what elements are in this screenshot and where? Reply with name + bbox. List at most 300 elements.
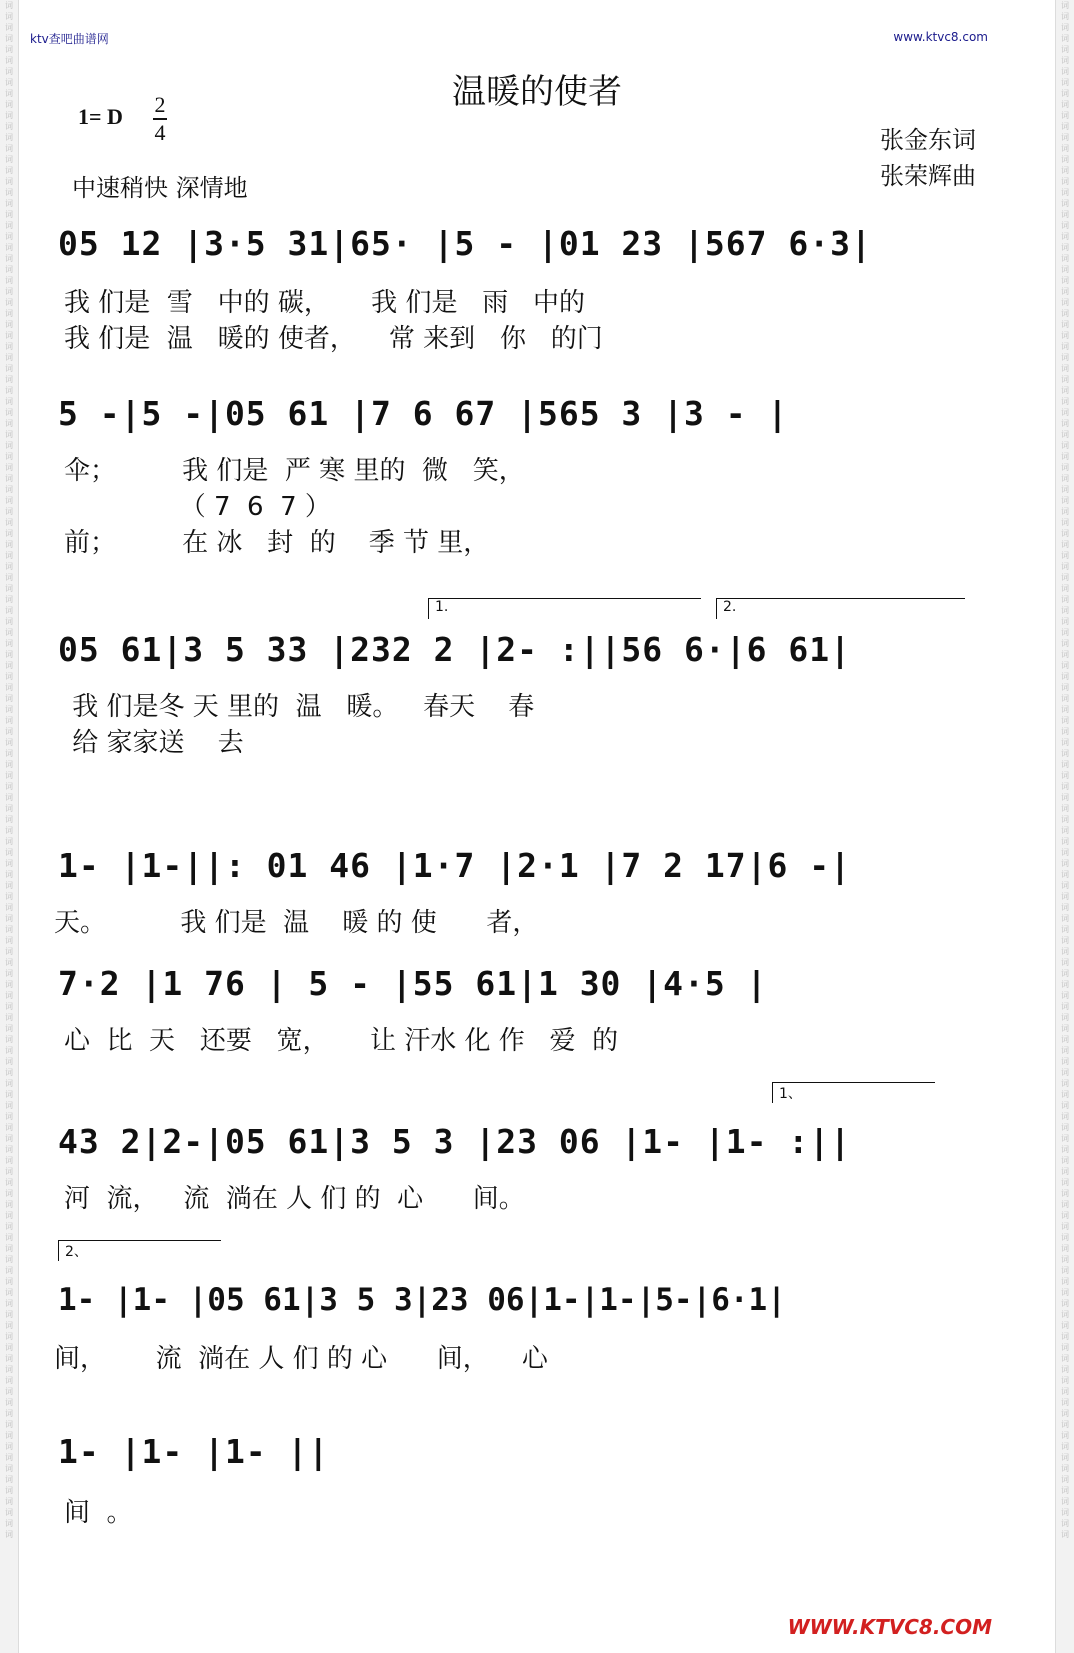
watermark-glyph: 词 — [5, 1365, 13, 1374]
watermark-glyph: 词 — [5, 980, 13, 989]
watermark-glyph: 词 — [1061, 474, 1069, 483]
watermark-glyph: 词 — [5, 1508, 13, 1517]
watermark-glyph: 词 — [5, 914, 13, 923]
watermark-glyph: 词 — [5, 1420, 13, 1429]
notation-line-8: 1- |1- |1- || — [58, 1432, 330, 1471]
watermark-glyph: 词 — [1061, 243, 1069, 252]
watermark-glyph: 词 — [5, 56, 13, 65]
watermark-glyph: 词 — [1061, 111, 1069, 120]
watermark-glyph: 词 — [1061, 1387, 1069, 1396]
notation-line-6: 43 2|2-|05 61|3 5 3 |23 06 |1- |1- :|| — [58, 1122, 851, 1161]
watermark-glyph: 词 — [1061, 1365, 1069, 1374]
watermark-glyph: 词 — [5, 188, 13, 197]
watermark-glyph: 词 — [5, 991, 13, 1000]
watermark-glyph: 词 — [1061, 991, 1069, 1000]
watermark-glyph: 词 — [1061, 1321, 1069, 1330]
watermark-glyph: 词 — [1061, 320, 1069, 329]
watermark-glyph: 词 — [5, 155, 13, 164]
watermark-glyph: 词 — [1061, 815, 1069, 824]
watermark-glyph: 词 — [1061, 1310, 1069, 1319]
watermark-glyph: 词 — [5, 1332, 13, 1341]
watermark-glyph: 词 — [5, 1255, 13, 1264]
watermark-glyph: 词 — [1061, 507, 1069, 516]
watermark-glyph: 词 — [1061, 463, 1069, 472]
watermark-glyph: 词 — [1061, 122, 1069, 131]
watermark-glyph: 词 — [5, 474, 13, 483]
watermark-glyph: 词 — [1061, 1, 1069, 10]
watermark-glyph: 词 — [1061, 12, 1069, 21]
watermark-glyph: 词 — [1061, 716, 1069, 725]
watermark-glyph: 词 — [5, 529, 13, 538]
watermark-glyph: 词 — [5, 419, 13, 428]
watermark-glyph: 词 — [1061, 760, 1069, 769]
watermark-glyph: 词 — [5, 859, 13, 868]
watermark-glyph: 词 — [5, 441, 13, 450]
watermark-glyph: 词 — [5, 1145, 13, 1154]
watermark-glyph: 词 — [5, 1002, 13, 1011]
watermark-glyph: 词 — [1061, 188, 1069, 197]
watermark-glyph: 词 — [5, 1222, 13, 1231]
watermark-glyph: 词 — [5, 793, 13, 802]
watermark-glyph: 词 — [1061, 23, 1069, 32]
watermark-glyph: 词 — [1061, 980, 1069, 989]
watermark-glyph: 词 — [1061, 694, 1069, 703]
site-name-left: ktv查吧曲谱网 — [30, 32, 109, 46]
watermark-glyph: 词 — [5, 628, 13, 637]
watermark-glyph: 词 — [5, 1475, 13, 1484]
watermark-glyph: 词 — [1061, 1189, 1069, 1198]
watermark-glyph: 词 — [1061, 1497, 1069, 1506]
lyric-line-8: 间 。 — [64, 1498, 133, 1528]
watermark-glyph: 词 — [1061, 276, 1069, 285]
watermark-glyph: 词 — [5, 815, 13, 824]
watermark-glyph: 词 — [1061, 1464, 1069, 1473]
watermark-glyph: 词 — [1061, 56, 1069, 65]
watermark-glyph: 词 — [5, 243, 13, 252]
watermark-glyph: 词 — [1061, 1332, 1069, 1341]
watermark-glyph: 词 — [5, 573, 13, 582]
volta-bracket-4 — [58, 1240, 221, 1261]
watermark-glyph: 词 — [1061, 353, 1069, 362]
watermark-glyph: 词 — [1061, 793, 1069, 802]
watermark-glyph: 词 — [1061, 485, 1069, 494]
watermark-glyph: 词 — [5, 1178, 13, 1187]
watermark-glyph: 词 — [5, 606, 13, 615]
watermark-glyph: 词 — [5, 298, 13, 307]
watermark-glyph: 词 — [5, 650, 13, 659]
watermark-glyph: 词 — [1061, 397, 1069, 406]
watermark-glyph: 词 — [5, 782, 13, 791]
watermark-glyph: 词 — [5, 1101, 13, 1110]
watermark-glyph: 词 — [5, 804, 13, 813]
watermark-glyph: 词 — [1061, 287, 1069, 296]
watermark-glyph: 词 — [5, 1211, 13, 1220]
watermark-glyph: 词 — [1061, 1057, 1069, 1066]
lyric-line-2a: 伞； 我 们是 严 寒 里的 微 笑， — [64, 456, 525, 486]
watermark-glyph: 词 — [1061, 628, 1069, 637]
watermark-glyph: 词 — [1061, 1024, 1069, 1033]
watermark-glyph: 词 — [5, 1013, 13, 1022]
watermark-glyph: 词 — [5, 1123, 13, 1132]
volta-1-label: 1. — [435, 599, 449, 615]
watermark-glyph: 词 — [5, 1310, 13, 1319]
lyric-line-3a: 我 们是冬 天 里的 温 暖。 春天 春 — [64, 692, 535, 722]
watermark-glyph: 词 — [5, 1057, 13, 1066]
watermark-glyph: 词 — [5, 287, 13, 296]
time-bottom: 4 — [154, 120, 166, 145]
watermark-glyph: 词 — [1061, 166, 1069, 175]
watermark-glyph: 词 — [1061, 1508, 1069, 1517]
watermark-glyph: 词 — [5, 1464, 13, 1473]
watermark-glyph: 词 — [1061, 144, 1069, 153]
watermark-glyph: 词 — [1061, 265, 1069, 274]
watermark-glyph: 词 — [5, 540, 13, 549]
watermark-glyph: 词 — [1061, 452, 1069, 461]
watermark-glyph: 词 — [1061, 1079, 1069, 1088]
watermark-glyph: 词 — [5, 1035, 13, 1044]
lyric-line-1a: 我 们是 雪 中的 碳， 我 们是 雨 中的 — [64, 288, 586, 318]
watermark-glyph: 词 — [1061, 1398, 1069, 1407]
watermark-glyph: 词 — [5, 199, 13, 208]
watermark-glyph: 词 — [5, 969, 13, 978]
watermark-glyph: 词 — [5, 78, 13, 87]
watermark-glyph: 词 — [1061, 551, 1069, 560]
watermark-glyph: 词 — [5, 1266, 13, 1275]
watermark-glyph: 词 — [5, 716, 13, 725]
watermark-glyph: 词 — [5, 1343, 13, 1352]
watermark-glyph: 词 — [1061, 199, 1069, 208]
watermark-glyph: 词 — [1061, 837, 1069, 846]
watermark-glyph: 词 — [1061, 1343, 1069, 1352]
watermark-glyph: 词 — [1061, 1013, 1069, 1022]
watermark-glyph: 词 — [1061, 364, 1069, 373]
right-watermark-strip — [1055, 0, 1074, 1653]
watermark-glyph: 词 — [1061, 1409, 1069, 1418]
site-url-right: www.ktvc8.com — [893, 30, 988, 44]
watermark-glyph: 词 — [1061, 1035, 1069, 1044]
watermark-glyph: 词 — [1061, 925, 1069, 934]
watermark-glyph: 词 — [1061, 386, 1069, 395]
watermark-glyph: 词 — [5, 1068, 13, 1077]
watermark-glyph: 词 — [5, 881, 13, 890]
key-signature: 1= D — [78, 104, 123, 129]
watermark-glyph: 词 — [5, 111, 13, 120]
watermark-glyph: 词 — [5, 276, 13, 285]
watermark-glyph: 词 — [5, 1409, 13, 1418]
watermark-glyph: 词 — [5, 1156, 13, 1165]
watermark-glyph: 词 — [1061, 419, 1069, 428]
notation-line-2: 5 -|5 -|05 61 |7 6 67 |565 3 |3 - | — [58, 394, 789, 433]
watermark-glyph: 词 — [1061, 1266, 1069, 1275]
watermark-glyph: 词 — [5, 408, 13, 417]
watermark-glyph: 词 — [5, 386, 13, 395]
watermark-glyph: 词 — [5, 331, 13, 340]
watermark-glyph: 词 — [5, 1398, 13, 1407]
watermark-glyph: 词 — [1061, 529, 1069, 538]
watermark-glyph: 词 — [5, 1497, 13, 1506]
watermark-glyph: 词 — [5, 958, 13, 967]
watermark-glyph: 词 — [1061, 232, 1069, 241]
watermark-glyph: 词 — [1061, 562, 1069, 571]
watermark-glyph: 词 — [5, 870, 13, 879]
watermark-glyph: 词 — [1061, 848, 1069, 857]
watermark-glyph: 词 — [1061, 1134, 1069, 1143]
notation-line-1: 05 12 |3·5 31|65· |5 - |01 23 |567 6·3| — [58, 224, 872, 263]
watermark-glyph: 词 — [1061, 650, 1069, 659]
watermark-glyph: 词 — [5, 463, 13, 472]
watermark-glyph: 词 — [1061, 342, 1069, 351]
notation-line-7: 1- |1- |05 61|3 5 3|23 06|1-|1-|5-|6·1| — [58, 1282, 786, 1318]
watermark-glyph: 词 — [1061, 1519, 1069, 1528]
watermark-glyph: 词 — [5, 221, 13, 230]
watermark-glyph: 词 — [1061, 1145, 1069, 1154]
watermark-glyph: 词 — [5, 1530, 13, 1539]
watermark-glyph: 词 — [1061, 375, 1069, 384]
watermark-glyph: 词 — [5, 1189, 13, 1198]
watermark-glyph: 词 — [5, 265, 13, 274]
watermark-glyph: 词 — [5, 254, 13, 263]
watermark-glyph: 词 — [5, 1519, 13, 1528]
watermark-glyph: 词 — [1061, 1123, 1069, 1132]
watermark-glyph: 词 — [5, 1288, 13, 1297]
watermark-glyph: 词 — [1061, 1475, 1069, 1484]
lyric-line-4: 天。 我 们是 温 暖 的 使 者， — [54, 908, 539, 938]
watermark-glyph: 词 — [1061, 1090, 1069, 1099]
watermark-glyph: 词 — [5, 210, 13, 219]
watermark-glyph: 词 — [1061, 1244, 1069, 1253]
watermark-glyph: 词 — [1061, 155, 1069, 164]
composer: 张荣辉曲 — [880, 162, 976, 190]
watermark-glyph: 词 — [1061, 1046, 1069, 1055]
watermark-glyph: 词 — [5, 1090, 13, 1099]
watermark-glyph: 词 — [1061, 1101, 1069, 1110]
watermark-glyph: 词 — [5, 727, 13, 736]
watermark-glyph: 词 — [5, 1354, 13, 1363]
watermark-glyph: 词 — [1061, 1376, 1069, 1385]
watermark-glyph: 词 — [1061, 639, 1069, 648]
watermark-glyph: 词 — [1061, 133, 1069, 142]
notation-line-5: 7·2 |1 76 | 5 - |55 61|1 30 |4·5 | — [58, 964, 768, 1003]
watermark-glyph: 词 — [5, 364, 13, 373]
watermark-glyph: 词 — [5, 848, 13, 857]
watermark-glyph: 词 — [1061, 969, 1069, 978]
watermark-glyph: 词 — [1061, 1442, 1069, 1451]
watermark-glyph: 词 — [1061, 584, 1069, 593]
lyric-line-2b: （ 7 6 7 ） — [64, 492, 331, 522]
watermark-glyph: 词 — [1061, 1233, 1069, 1242]
watermark-glyph: 词 — [1061, 1200, 1069, 1209]
watermark-glyph: 词 — [1061, 1002, 1069, 1011]
watermark-glyph: 词 — [5, 1046, 13, 1055]
watermark-glyph: 词 — [5, 1486, 13, 1495]
watermark-glyph: 词 — [1061, 1277, 1069, 1286]
watermark-glyph: 词 — [5, 89, 13, 98]
watermark-glyph: 词 — [5, 1079, 13, 1088]
watermark-glyph: 词 — [5, 1024, 13, 1033]
watermark-glyph: 词 — [5, 749, 13, 758]
watermark-glyph: 词 — [5, 562, 13, 571]
watermark-glyph: 词 — [1061, 430, 1069, 439]
watermark-glyph: 词 — [1061, 727, 1069, 736]
watermark-glyph: 词 — [1061, 210, 1069, 219]
watermark-glyph: 词 — [5, 1431, 13, 1440]
watermark-glyph: 词 — [5, 1167, 13, 1176]
watermark-glyph: 词 — [5, 595, 13, 604]
watermark-glyph: 词 — [5, 496, 13, 505]
watermark-glyph: 词 — [1061, 738, 1069, 747]
watermark-glyph: 词 — [5, 100, 13, 109]
watermark-glyph: 词 — [1061, 595, 1069, 604]
watermark-glyph: 词 — [5, 672, 13, 681]
volta-4-label: 2、 — [65, 1244, 88, 1260]
watermark-glyph: 词 — [1061, 771, 1069, 780]
watermark-glyph: 词 — [1061, 573, 1069, 582]
watermark-glyph: 词 — [1061, 826, 1069, 835]
watermark-glyph: 词 — [1061, 496, 1069, 505]
volta-bracket-1 — [428, 598, 701, 619]
watermark-glyph: 词 — [5, 23, 13, 32]
watermark-glyph: 词 — [1061, 1156, 1069, 1165]
notation-line-3: 05 61|3 5 33 |232 2 |2- :||56 6·|6 61| — [58, 630, 851, 669]
watermark-glyph: 词 — [1061, 45, 1069, 54]
watermark-glyph: 词 — [1061, 298, 1069, 307]
watermark-glyph: 词 — [1061, 331, 1069, 340]
tempo-marking: 中速稍快 深情地 — [72, 174, 248, 202]
watermark-glyph: 词 — [5, 144, 13, 153]
watermark-glyph: 词 — [1061, 221, 1069, 230]
watermark-glyph: 词 — [5, 320, 13, 329]
watermark-glyph: 词 — [1061, 1530, 1069, 1539]
lyric-line-7: 间， 流 淌在 人 们 的 心 间， 心 — [54, 1344, 548, 1374]
lyric-line-1b: 我 们是 温 暖的 使者， 常 来到 你 的门 — [64, 324, 603, 354]
watermark-glyph: 词 — [1061, 749, 1069, 758]
watermark-glyph: 词 — [1061, 672, 1069, 681]
watermark-glyph: 词 — [5, 1453, 13, 1462]
watermark-glyph: 词 — [5, 1277, 13, 1286]
watermark-glyph: 词 — [1061, 683, 1069, 692]
watermark-glyph: 词 — [5, 375, 13, 384]
watermark-glyph: 词 — [1061, 518, 1069, 527]
watermark-glyph: 词 — [5, 507, 13, 516]
watermark-glyph: 词 — [1061, 606, 1069, 615]
watermark-glyph: 词 — [5, 683, 13, 692]
lyric-line-3b: 给 家家送 去 — [64, 728, 244, 758]
watermark-glyph: 词 — [5, 1442, 13, 1451]
watermark-glyph: 词 — [1061, 958, 1069, 967]
watermark-glyph: 词 — [5, 639, 13, 648]
watermark-glyph: 词 — [5, 1376, 13, 1385]
watermark-glyph: 词 — [1061, 936, 1069, 945]
watermark-glyph: 词 — [1061, 1112, 1069, 1121]
watermark-glyph: 词 — [1061, 67, 1069, 76]
watermark-glyph: 词 — [1061, 859, 1069, 868]
watermark-glyph: 词 — [5, 133, 13, 142]
watermark-glyph: 词 — [1061, 1178, 1069, 1187]
time-top: 2 — [154, 92, 166, 117]
watermark-glyph: 词 — [5, 122, 13, 131]
watermark-glyph: 词 — [1061, 408, 1069, 417]
watermark-glyph: 词 — [1061, 705, 1069, 714]
watermark-glyph: 词 — [5, 166, 13, 175]
watermark-glyph: 词 — [1061, 892, 1069, 901]
watermark-glyph: 词 — [5, 837, 13, 846]
watermark-glyph: 词 — [1061, 1255, 1069, 1264]
watermark-glyph: 词 — [5, 760, 13, 769]
watermark-glyph: 词 — [1061, 254, 1069, 263]
watermark-glyph: 词 — [1061, 1068, 1069, 1077]
watermark-glyph: 词 — [5, 661, 13, 670]
lyric-line-6: 河 流， 流 淌在 人 们 的 心 间。 — [64, 1184, 525, 1214]
watermark-glyph: 词 — [5, 1134, 13, 1143]
watermark-glyph: 词 — [5, 342, 13, 351]
watermark-glyph: 词 — [1061, 1431, 1069, 1440]
watermark-glyph: 词 — [5, 232, 13, 241]
watermark-glyph: 词 — [5, 485, 13, 494]
watermark-glyph: 词 — [5, 936, 13, 945]
watermark-glyph: 词 — [1061, 661, 1069, 670]
watermark-glyph: 词 — [5, 45, 13, 54]
watermark-glyph: 词 — [5, 738, 13, 747]
watermark-glyph: 词 — [1061, 870, 1069, 879]
watermark-glyph: 词 — [1061, 903, 1069, 912]
watermark-glyph: 词 — [1061, 177, 1069, 186]
watermark-glyph: 词 — [5, 67, 13, 76]
watermark-glyph: 词 — [5, 353, 13, 362]
left-watermark-strip — [0, 0, 19, 1653]
watermark-glyph: 词 — [5, 617, 13, 626]
watermark-glyph: 词 — [1061, 881, 1069, 890]
watermark-glyph: 词 — [1061, 1486, 1069, 1495]
watermark-glyph: 词 — [1061, 947, 1069, 956]
watermark-glyph: 词 — [5, 947, 13, 956]
watermark-glyph: 词 — [5, 903, 13, 912]
watermark-glyph: 词 — [5, 397, 13, 406]
watermark-glyph: 词 — [1061, 89, 1069, 98]
volta-3-label: 1、 — [779, 1086, 802, 1102]
watermark-glyph: 词 — [5, 705, 13, 714]
song-title: 温暖的使者 — [452, 72, 622, 112]
watermark-glyph: 词 — [5, 309, 13, 318]
watermark-glyph: 词 — [5, 1, 13, 10]
watermark-glyph: 词 — [5, 694, 13, 703]
footer-brand: WWW.KTVC8.COM — [787, 1615, 992, 1639]
watermark-glyph: 词 — [1061, 1211, 1069, 1220]
watermark-glyph: 词 — [1061, 914, 1069, 923]
lyric-line-5: 心 比 天 还要 宽， 让 汗水 化 作 爱 的 — [64, 1026, 619, 1056]
watermark-glyph: 词 — [5, 518, 13, 527]
watermark-glyph: 词 — [1061, 617, 1069, 626]
volta-bracket-2 — [716, 598, 965, 619]
watermark-glyph: 词 — [1061, 1420, 1069, 1429]
watermark-glyph: 词 — [1061, 1354, 1069, 1363]
watermark-glyph: 词 — [5, 1321, 13, 1330]
watermark-glyph: 词 — [5, 1200, 13, 1209]
volta-bracket-3 — [772, 1082, 935, 1103]
watermark-glyph: 词 — [1061, 78, 1069, 87]
watermark-glyph: 词 — [5, 177, 13, 186]
watermark-glyph: 词 — [1061, 1299, 1069, 1308]
watermark-glyph: 词 — [1061, 34, 1069, 43]
notation-line-4: 1- |1-||: 01 46 |1·7 |2·1 |7 2 17|6 -| — [58, 846, 851, 885]
watermark-glyph: 词 — [1061, 441, 1069, 450]
volta-2-label: 2. — [723, 599, 737, 615]
watermark-glyph: 词 — [5, 1387, 13, 1396]
watermark-glyph: 词 — [5, 430, 13, 439]
watermark-glyph: 词 — [5, 1299, 13, 1308]
watermark-glyph: 词 — [1061, 1167, 1069, 1176]
lyric-line-2c: 前； 在 冰 封 的 季 节 里， — [64, 528, 490, 558]
watermark-glyph: 词 — [1061, 540, 1069, 549]
